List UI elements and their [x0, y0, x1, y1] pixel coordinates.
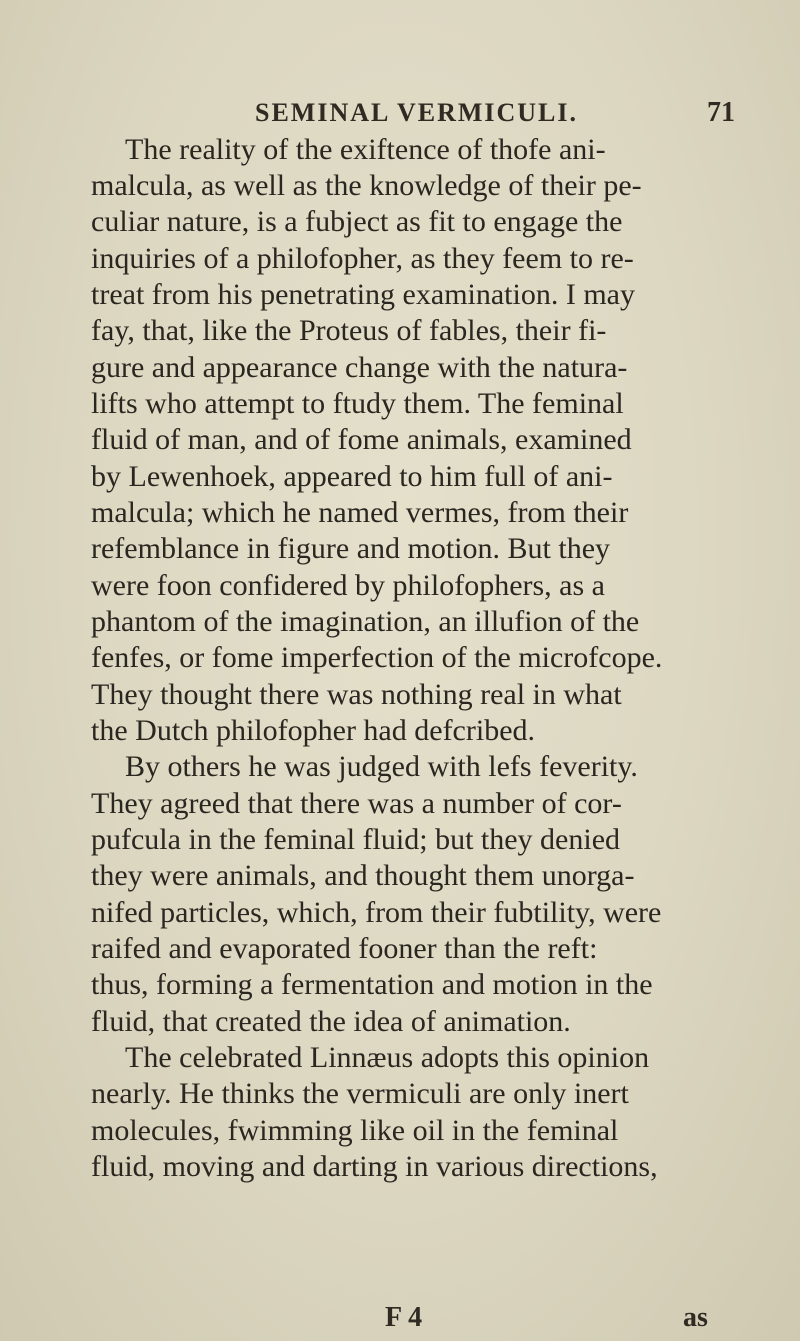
- text-line: thus, forming a fermentation and motion in the: [91, 968, 653, 1001]
- page-number: 71: [707, 97, 735, 128]
- text-line: The celebrated Linnæus adopts this opinion: [125, 1041, 650, 1074]
- text-line: By others he was judged with lefs feverity.: [125, 750, 638, 783]
- text-line: inquiries of a philofopher, as they feem to re-: [91, 242, 634, 275]
- text-line: refemblance in figure and motion. But they: [91, 532, 611, 565]
- text-line: pufcula in the feminal fluid; but they denied: [91, 823, 621, 856]
- text-line: They agreed that there was a number of cor-: [91, 787, 622, 820]
- text-line: raifed and evaporated fooner than the reft:: [91, 932, 598, 965]
- text-line: fluid of man, and of fome animals, examined: [91, 423, 632, 456]
- text-line: fenfes, or fome imperfection of the microfcope.: [91, 641, 663, 674]
- text-line: treat from his penetrating examination. I may: [91, 278, 635, 311]
- catchword: as: [683, 1302, 708, 1333]
- text-line: fluid, that created the idea of animation.: [91, 1005, 571, 1038]
- text-line: They thought there was nothing real in what: [91, 678, 622, 711]
- text-line: culiar nature, is a fubject as fit to engage the: [91, 205, 623, 238]
- text-line: The reality of the exiftence of thofe ani-: [125, 133, 606, 166]
- text-line: lifts who attempt to ftudy them. The feminal: [91, 387, 624, 420]
- text-line: fay, that, like the Proteus of fables, their fi-: [91, 314, 607, 347]
- text-line: were foon confidered by philofophers, as a: [91, 569, 605, 602]
- text-line: malcula, as well as the knowledge of their pe-: [91, 169, 642, 202]
- text-line: fluid, moving and darting in various directions,: [91, 1150, 658, 1183]
- text-line: malcula; which he named vermes, from their: [91, 496, 629, 529]
- text-line: nearly. He thinks the vermiculi are only inert: [91, 1077, 629, 1110]
- text-line: they were animals, and thought them unorga-: [91, 859, 635, 892]
- text-line: phantom of the imagination, an illufion of the: [91, 605, 640, 638]
- signature-mark: F 4: [385, 1302, 423, 1333]
- text-line: molecules, fwimming like oil in the feminal: [91, 1114, 619, 1147]
- text-line: the Dutch philofopher had defcribed.: [91, 714, 536, 747]
- text-line: by Lewenhoek, appeared to him full of ani-: [91, 460, 613, 493]
- running-head: SEMINAL VERMICULI.: [255, 98, 579, 127]
- text-line: gure and appearance change with the natura-: [91, 351, 628, 384]
- text-line: nifed particles, which, from their fubtility, were: [91, 896, 662, 929]
